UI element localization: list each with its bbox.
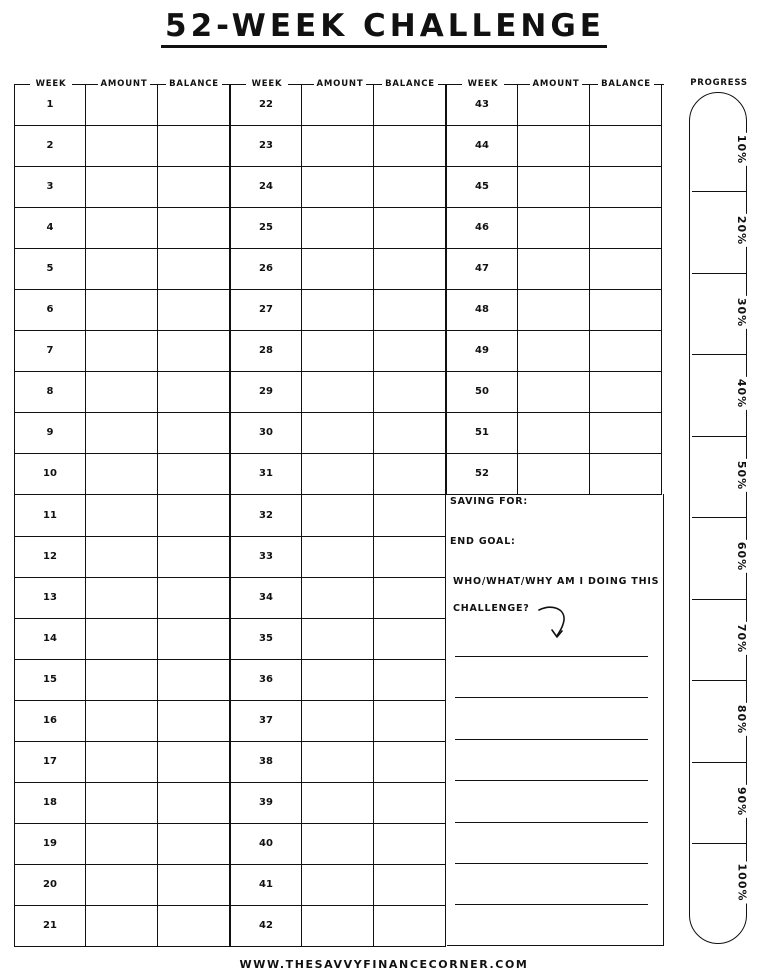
amount-cell[interactable] <box>302 495 374 536</box>
progress-label-text: 20% <box>735 215 749 246</box>
balance-cell[interactable] <box>374 289 446 330</box>
amount-cell[interactable] <box>86 864 158 905</box>
week-number: 37 <box>230 700 302 741</box>
week-row <box>14 618 230 660</box>
progress-label-text: 70% <box>735 623 749 653</box>
balance-cell[interactable] <box>158 84 230 125</box>
website-footer: WWW.THESAVVYFINANCECORNER.COM <box>239 958 529 971</box>
week-row <box>14 371 230 413</box>
week-number: 24 <box>230 166 302 207</box>
progress-tick <box>692 680 746 681</box>
progress-label <box>732 620 752 656</box>
amount-cell[interactable] <box>86 782 158 823</box>
week-number: 21 <box>14 905 86 946</box>
week-row <box>446 412 662 454</box>
week-row <box>230 577 446 619</box>
week-row <box>230 823 446 865</box>
amount-cell[interactable] <box>86 84 158 125</box>
week-row <box>230 453 446 495</box>
amount-cell[interactable] <box>302 536 374 577</box>
page-title <box>0 8 768 44</box>
progress-label-text: 10% <box>735 134 749 164</box>
week-row <box>446 289 662 331</box>
balance-cell[interactable] <box>158 782 230 823</box>
amount-cell[interactable] <box>518 289 590 330</box>
week-number: 35 <box>230 618 302 659</box>
balance-cell[interactable] <box>590 412 662 453</box>
week-row <box>14 536 230 578</box>
amount-cell[interactable] <box>86 618 158 659</box>
balance-cell[interactable] <box>158 207 230 248</box>
week-row <box>230 864 446 906</box>
balance-cell[interactable] <box>374 495 446 536</box>
week-row <box>230 207 446 249</box>
balance-cell[interactable] <box>374 453 446 494</box>
progress-label-text: 30% <box>735 297 749 327</box>
progress-tick <box>692 517 746 518</box>
balance-cell[interactable] <box>374 125 446 166</box>
week-number: 40 <box>230 823 302 864</box>
amount-cell[interactable] <box>302 248 374 289</box>
end-goal-label: END GOAL: <box>450 536 516 547</box>
week-number: 15 <box>14 659 86 700</box>
write-line[interactable] <box>455 863 648 864</box>
week-number: 43 <box>446 84 518 125</box>
balance-cell[interactable] <box>590 84 662 125</box>
week-number: 13 <box>14 577 86 618</box>
amount-cell[interactable] <box>302 84 374 125</box>
week-number: 34 <box>230 577 302 618</box>
amount-cell[interactable] <box>518 371 590 412</box>
write-line[interactable] <box>455 697 648 698</box>
week-header: WEEK <box>462 77 504 90</box>
amount-cell[interactable] <box>302 207 374 248</box>
amount-cell[interactable] <box>302 125 374 166</box>
progress-label-text: 50% <box>735 460 749 490</box>
progress-label-text: 100% <box>735 863 749 902</box>
progress-header: PROGRESS <box>690 78 748 88</box>
write-line[interactable] <box>455 656 648 657</box>
balance-cell[interactable] <box>374 207 446 248</box>
amount-cell[interactable] <box>518 166 590 207</box>
write-line[interactable] <box>455 739 648 740</box>
page-title-text: 52-WEEK CHALLENGE <box>161 8 607 48</box>
week-row <box>14 412 230 454</box>
progress-label-text: 60% <box>735 541 749 572</box>
week-row <box>14 905 230 947</box>
amount-cell[interactable] <box>302 371 374 412</box>
balance-cell[interactable] <box>158 864 230 905</box>
balance-cell[interactable] <box>590 125 662 166</box>
week-row <box>14 659 230 701</box>
amount-cell[interactable] <box>302 741 374 782</box>
balance-cell[interactable] <box>374 412 446 453</box>
amount-cell[interactable] <box>86 495 158 536</box>
week-number: 49 <box>446 330 518 371</box>
amount-cell[interactable] <box>518 330 590 371</box>
progress-tick <box>692 843 746 844</box>
week-number: 11 <box>14 495 86 536</box>
progress-tick <box>692 599 746 600</box>
week-number: 32 <box>230 495 302 536</box>
balance-cell[interactable] <box>158 618 230 659</box>
balance-header: BALANCE <box>166 77 222 90</box>
week-row <box>14 289 230 331</box>
amount-cell[interactable] <box>518 412 590 453</box>
week-header: WEEK <box>30 77 72 90</box>
balance-cell[interactable] <box>590 289 662 330</box>
week-row <box>230 700 446 742</box>
week-number: 2 <box>14 125 86 166</box>
balance-cell[interactable] <box>158 577 230 618</box>
week-row <box>14 207 230 249</box>
balance-cell[interactable] <box>374 864 446 905</box>
progress-label <box>732 376 752 412</box>
week-row <box>14 700 230 742</box>
week-row <box>230 536 446 578</box>
amount-cell[interactable] <box>302 453 374 494</box>
progress-tick <box>692 354 746 355</box>
week-number: 50 <box>446 371 518 412</box>
week-row <box>14 823 230 865</box>
week-number: 36 <box>230 659 302 700</box>
amount-cell[interactable] <box>302 412 374 453</box>
amount-header: AMOUNT <box>314 77 366 90</box>
week-row <box>14 248 230 290</box>
amount-cell[interactable] <box>86 289 158 330</box>
week-number: 19 <box>14 823 86 864</box>
week-number: 6 <box>14 289 86 330</box>
week-number: 51 <box>446 412 518 453</box>
week-number: 42 <box>230 905 302 946</box>
progress-tick <box>692 273 746 274</box>
progress-label <box>732 457 752 493</box>
balance-cell[interactable] <box>590 166 662 207</box>
week-row <box>446 207 662 249</box>
amount-cell[interactable] <box>302 166 374 207</box>
amount-cell[interactable] <box>518 207 590 248</box>
week-number: 45 <box>446 166 518 207</box>
week-row <box>14 741 230 783</box>
week-row <box>230 289 446 331</box>
week-number: 1 <box>14 84 86 125</box>
amount-cell[interactable] <box>86 700 158 741</box>
week-number: 9 <box>14 412 86 453</box>
week-row <box>230 412 446 454</box>
week-row <box>14 84 230 126</box>
week-number: 23 <box>230 125 302 166</box>
balance-cell[interactable] <box>158 371 230 412</box>
week-row <box>446 248 662 290</box>
balance-cell[interactable] <box>158 905 230 946</box>
balance-cell[interactable] <box>374 330 446 371</box>
balance-cell[interactable] <box>374 536 446 577</box>
amount-cell[interactable] <box>86 166 158 207</box>
week-row <box>446 453 662 495</box>
balance-cell[interactable] <box>158 330 230 371</box>
week-header: WEEK <box>246 77 288 90</box>
week-number: 22 <box>230 84 302 125</box>
week-number: 7 <box>14 330 86 371</box>
amount-cell[interactable] <box>302 618 374 659</box>
week-number: 10 <box>14 453 86 494</box>
saving-for-label: SAVING FOR: <box>450 496 528 507</box>
amount-cell[interactable] <box>86 371 158 412</box>
progress-label-text: 90% <box>735 786 749 816</box>
progress-label <box>732 294 752 330</box>
week-row <box>14 495 230 537</box>
amount-cell[interactable] <box>86 905 158 946</box>
amount-header: AMOUNT <box>530 77 582 90</box>
balance-cell[interactable] <box>158 741 230 782</box>
write-line[interactable] <box>455 904 648 905</box>
week-number: 14 <box>14 618 86 659</box>
week-number: 48 <box>446 289 518 330</box>
week-row <box>446 371 662 413</box>
balance-cell[interactable] <box>374 618 446 659</box>
write-line[interactable] <box>455 822 648 823</box>
amount-cell[interactable] <box>302 905 374 946</box>
amount-cell[interactable] <box>518 248 590 289</box>
week-row <box>230 248 446 290</box>
balance-cell[interactable] <box>374 659 446 700</box>
amount-cell[interactable] <box>302 864 374 905</box>
progress-label <box>732 702 752 738</box>
week-row <box>230 782 446 824</box>
progress-tick <box>692 191 746 192</box>
week-number: 27 <box>230 289 302 330</box>
amount-cell[interactable] <box>302 659 374 700</box>
progress-tick <box>692 762 746 763</box>
balance-header: BALANCE <box>382 77 438 90</box>
progress-label <box>732 131 752 167</box>
week-number: 44 <box>446 125 518 166</box>
amount-cell[interactable] <box>86 577 158 618</box>
week-number: 17 <box>14 741 86 782</box>
balance-cell[interactable] <box>158 412 230 453</box>
week-number: 5 <box>14 248 86 289</box>
week-row <box>446 84 662 126</box>
balance-cell[interactable] <box>158 248 230 289</box>
balance-cell[interactable] <box>158 823 230 864</box>
week-row <box>230 741 446 783</box>
balance-cell[interactable] <box>158 700 230 741</box>
progress-label <box>732 539 752 575</box>
week-number: 33 <box>230 536 302 577</box>
notes-box <box>447 494 664 946</box>
week-number: 4 <box>14 207 86 248</box>
week-number: 20 <box>14 864 86 905</box>
amount-cell[interactable] <box>302 700 374 741</box>
progress-label <box>732 783 752 819</box>
week-number: 52 <box>446 453 518 494</box>
week-row <box>14 577 230 619</box>
write-line[interactable] <box>455 780 648 781</box>
week-row <box>230 125 446 167</box>
balance-cell[interactable] <box>590 207 662 248</box>
progress-label-text: 40% <box>735 378 749 409</box>
week-row <box>14 125 230 167</box>
week-number: 30 <box>230 412 302 453</box>
balance-cell[interactable] <box>374 823 446 864</box>
balance-cell[interactable] <box>374 577 446 618</box>
week-row <box>230 905 446 947</box>
amount-cell[interactable] <box>518 125 590 166</box>
curved-arrow-icon <box>535 602 575 642</box>
week-row <box>230 84 446 126</box>
week-number: 28 <box>230 330 302 371</box>
balance-header: BALANCE <box>598 77 654 90</box>
amount-cell[interactable] <box>302 577 374 618</box>
balance-cell[interactable] <box>590 330 662 371</box>
week-row <box>230 618 446 660</box>
week-number: 31 <box>230 453 302 494</box>
amount-cell[interactable] <box>86 453 158 494</box>
week-row <box>446 330 662 372</box>
week-number: 41 <box>230 864 302 905</box>
amount-cell[interactable] <box>86 207 158 248</box>
week-row <box>14 330 230 372</box>
balance-cell[interactable] <box>374 248 446 289</box>
balance-cell[interactable] <box>158 289 230 330</box>
balance-cell[interactable] <box>374 782 446 823</box>
amount-cell[interactable] <box>86 330 158 371</box>
amount-header: AMOUNT <box>98 77 150 90</box>
balance-cell[interactable] <box>374 166 446 207</box>
amount-cell[interactable] <box>86 659 158 700</box>
amount-cell[interactable] <box>302 330 374 371</box>
week-row <box>14 453 230 495</box>
progress-tick <box>692 436 746 437</box>
balance-cell[interactable] <box>158 453 230 494</box>
week-row <box>230 659 446 701</box>
week-number: 39 <box>230 782 302 823</box>
balance-cell[interactable] <box>374 84 446 125</box>
amount-cell[interactable] <box>86 412 158 453</box>
amount-cell[interactable] <box>302 823 374 864</box>
amount-cell[interactable] <box>302 782 374 823</box>
question-line-1: WHO/WHAT/WHY AM I DOING THIS <box>453 576 660 587</box>
balance-cell[interactable] <box>374 905 446 946</box>
week-number: 18 <box>14 782 86 823</box>
week-number: 38 <box>230 741 302 782</box>
balance-cell[interactable] <box>158 536 230 577</box>
amount-cell[interactable] <box>86 741 158 782</box>
week-number: 47 <box>446 248 518 289</box>
week-number: 12 <box>14 536 86 577</box>
week-number: 29 <box>230 371 302 412</box>
week-row <box>230 330 446 372</box>
week-row <box>230 495 446 537</box>
balance-cell[interactable] <box>158 495 230 536</box>
balance-cell[interactable] <box>374 741 446 782</box>
week-row <box>230 166 446 208</box>
week-row <box>14 166 230 208</box>
balance-cell[interactable] <box>158 166 230 207</box>
question-line-2: CHALLENGE? <box>453 603 530 614</box>
balance-cell[interactable] <box>158 125 230 166</box>
week-row <box>446 166 662 208</box>
amount-cell[interactable] <box>518 84 590 125</box>
amount-cell[interactable] <box>86 823 158 864</box>
week-row <box>446 125 662 167</box>
amount-cell[interactable] <box>302 289 374 330</box>
progress-label <box>732 213 752 249</box>
balance-cell[interactable] <box>374 700 446 741</box>
week-number: 46 <box>446 207 518 248</box>
week-number: 25 <box>230 207 302 248</box>
week-row <box>14 782 230 824</box>
week-number: 26 <box>230 248 302 289</box>
week-number: 3 <box>14 166 86 207</box>
progress-label-text: 80% <box>735 704 749 735</box>
balance-cell[interactable] <box>590 371 662 412</box>
balance-cell[interactable] <box>590 248 662 289</box>
progress-label <box>732 865 752 901</box>
week-number: 16 <box>14 700 86 741</box>
week-row <box>230 371 446 413</box>
balance-cell[interactable] <box>590 453 662 494</box>
balance-cell[interactable] <box>374 371 446 412</box>
amount-cell[interactable] <box>86 536 158 577</box>
amount-cell[interactable] <box>86 248 158 289</box>
balance-cell[interactable] <box>158 659 230 700</box>
amount-cell[interactable] <box>86 125 158 166</box>
week-number: 8 <box>14 371 86 412</box>
week-row <box>14 864 230 906</box>
amount-cell[interactable] <box>518 453 590 494</box>
